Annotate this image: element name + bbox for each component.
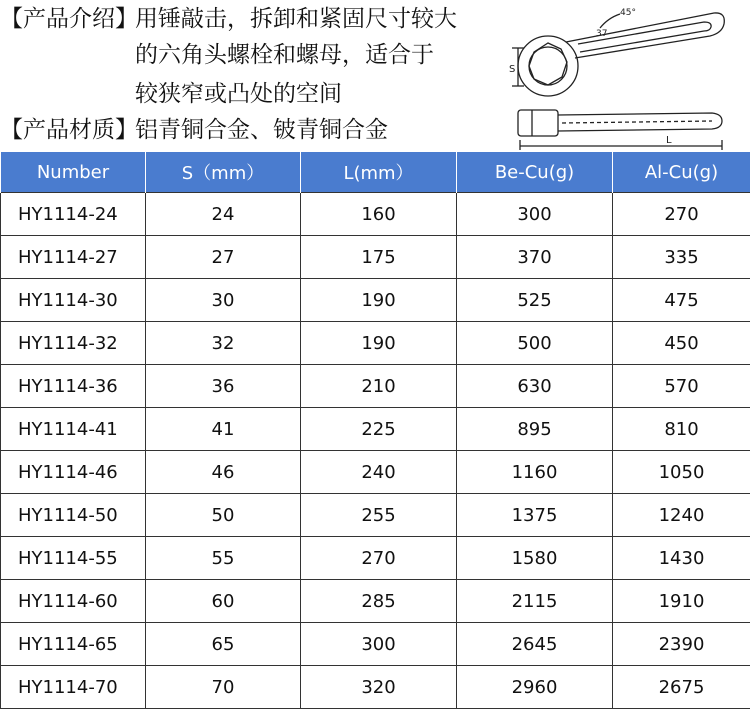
- cell-be-cu: 2645: [457, 623, 613, 666]
- cell-al-cu: 2675: [613, 666, 750, 709]
- table-row: [1, 193, 750, 236]
- cell-s: 41: [146, 408, 301, 451]
- handle-outline: [566, 13, 724, 58]
- cell-number: HY1114-41: [1, 408, 146, 451]
- intro-line-1: [0, 4, 457, 34]
- intro-line-3: [0, 79, 342, 109]
- cell-al-cu: 1430: [613, 537, 750, 580]
- cell-l: 225: [301, 408, 457, 451]
- wrench-drawing: [500, 0, 750, 152]
- table-row: [1, 537, 750, 580]
- cell-number: HY1114-36: [1, 365, 146, 408]
- cell-s: 27: [146, 236, 301, 279]
- cell-number: HY1114-27: [1, 236, 146, 279]
- cell-be-cu: 1375: [457, 494, 613, 537]
- table-row: [1, 365, 750, 408]
- cell-number: HY1114-60: [1, 580, 146, 623]
- cell-be-cu: 895: [457, 408, 613, 451]
- wrench-top-view: [512, 13, 724, 96]
- cell-be-cu: 370: [457, 236, 613, 279]
- cell-be-cu: 300: [457, 193, 613, 236]
- label-s: S: [509, 64, 515, 75]
- table-row: [1, 408, 750, 451]
- header-number: Number: [1, 152, 146, 193]
- intro-text-1: 用锤敲击，拆卸和紧固尺寸较大: [135, 4, 457, 34]
- label-code: 37: [596, 29, 607, 39]
- cell-be-cu: 630: [457, 365, 613, 408]
- side-head: [518, 110, 558, 136]
- cell-s: 30: [146, 279, 301, 322]
- cell-number: HY1114-46: [1, 451, 146, 494]
- table-row: [1, 322, 750, 365]
- material-text: 铝青铜合金、铍青铜合金: [135, 115, 388, 145]
- cell-l: 300: [301, 623, 457, 666]
- table-row: [1, 623, 750, 666]
- cell-s: 55: [146, 537, 301, 580]
- intro-text-2: 的六角头螺栓和螺母，适合于: [0, 40, 434, 70]
- cell-s: 70: [146, 666, 301, 709]
- intro-line-2: [0, 40, 434, 70]
- table-row: [1, 451, 750, 494]
- cell-al-cu: 1050: [613, 451, 750, 494]
- cell-l: 160: [301, 193, 457, 236]
- cell-al-cu: 2390: [613, 623, 750, 666]
- wrench-side-view: [518, 110, 722, 150]
- ring-head-outline: [518, 36, 578, 96]
- cell-number: HY1114-65: [1, 623, 146, 666]
- cell-s: 65: [146, 623, 301, 666]
- angle-arc: [600, 14, 620, 28]
- table-row: [1, 580, 750, 623]
- cell-number: HY1114-24: [1, 193, 146, 236]
- header-be-cu: Be-Cu(g): [457, 152, 613, 193]
- cell-l: 320: [301, 666, 457, 709]
- cell-al-cu: 450: [613, 322, 750, 365]
- cell-be-cu: 500: [457, 322, 613, 365]
- cell-s: 46: [146, 451, 301, 494]
- material-label: 【产品材质】: [0, 115, 135, 145]
- cell-al-cu: 810: [613, 408, 750, 451]
- cell-be-cu: 2115: [457, 580, 613, 623]
- cell-be-cu: 525: [457, 279, 613, 322]
- label-angle: 45°: [620, 8, 636, 18]
- header-al-cu: Al-Cu(g): [613, 152, 750, 193]
- cell-number: HY1114-50: [1, 494, 146, 537]
- header-s: S（mm）: [146, 152, 301, 193]
- side-centerline: [562, 121, 712, 123]
- cell-s: 50: [146, 494, 301, 537]
- table-row: [1, 666, 750, 709]
- table-row: [1, 236, 750, 279]
- cell-s: 24: [146, 193, 301, 236]
- cell-l: 270: [301, 537, 457, 580]
- cell-be-cu: 1160: [457, 451, 613, 494]
- cell-l: 285: [301, 580, 457, 623]
- cell-be-cu: 2960: [457, 666, 613, 709]
- material-line: [0, 115, 388, 145]
- cell-l: 255: [301, 494, 457, 537]
- cell-l: 190: [301, 322, 457, 365]
- table-row: [1, 279, 750, 322]
- header-row: [1, 152, 750, 193]
- cell-al-cu: 270: [613, 193, 750, 236]
- table-row: [1, 494, 750, 537]
- cell-number: HY1114-30: [1, 279, 146, 322]
- cell-l: 190: [301, 279, 457, 322]
- cell-number: HY1114-32: [1, 322, 146, 365]
- cell-al-cu: 475: [613, 279, 750, 322]
- header-l: L(mm）: [301, 152, 457, 193]
- cell-s: 36: [146, 365, 301, 408]
- cell-number: HY1114-70: [1, 666, 146, 709]
- spec-table: [0, 152, 750, 709]
- cell-al-cu: 570: [613, 365, 750, 408]
- intro-text-3: 较狭窄或凸处的空间: [0, 79, 342, 109]
- cell-l: 240: [301, 451, 457, 494]
- cell-l: 210: [301, 365, 457, 408]
- cell-number: HY1114-55: [1, 537, 146, 580]
- cell-l: 175: [301, 236, 457, 279]
- cell-be-cu: 1580: [457, 537, 613, 580]
- cell-s: 60: [146, 580, 301, 623]
- intro-label: 【产品介绍】: [0, 4, 135, 34]
- cell-al-cu: 1910: [613, 580, 750, 623]
- cell-al-cu: 335: [613, 236, 750, 279]
- label-l: L: [666, 135, 672, 146]
- cell-al-cu: 1240: [613, 494, 750, 537]
- cell-s: 32: [146, 322, 301, 365]
